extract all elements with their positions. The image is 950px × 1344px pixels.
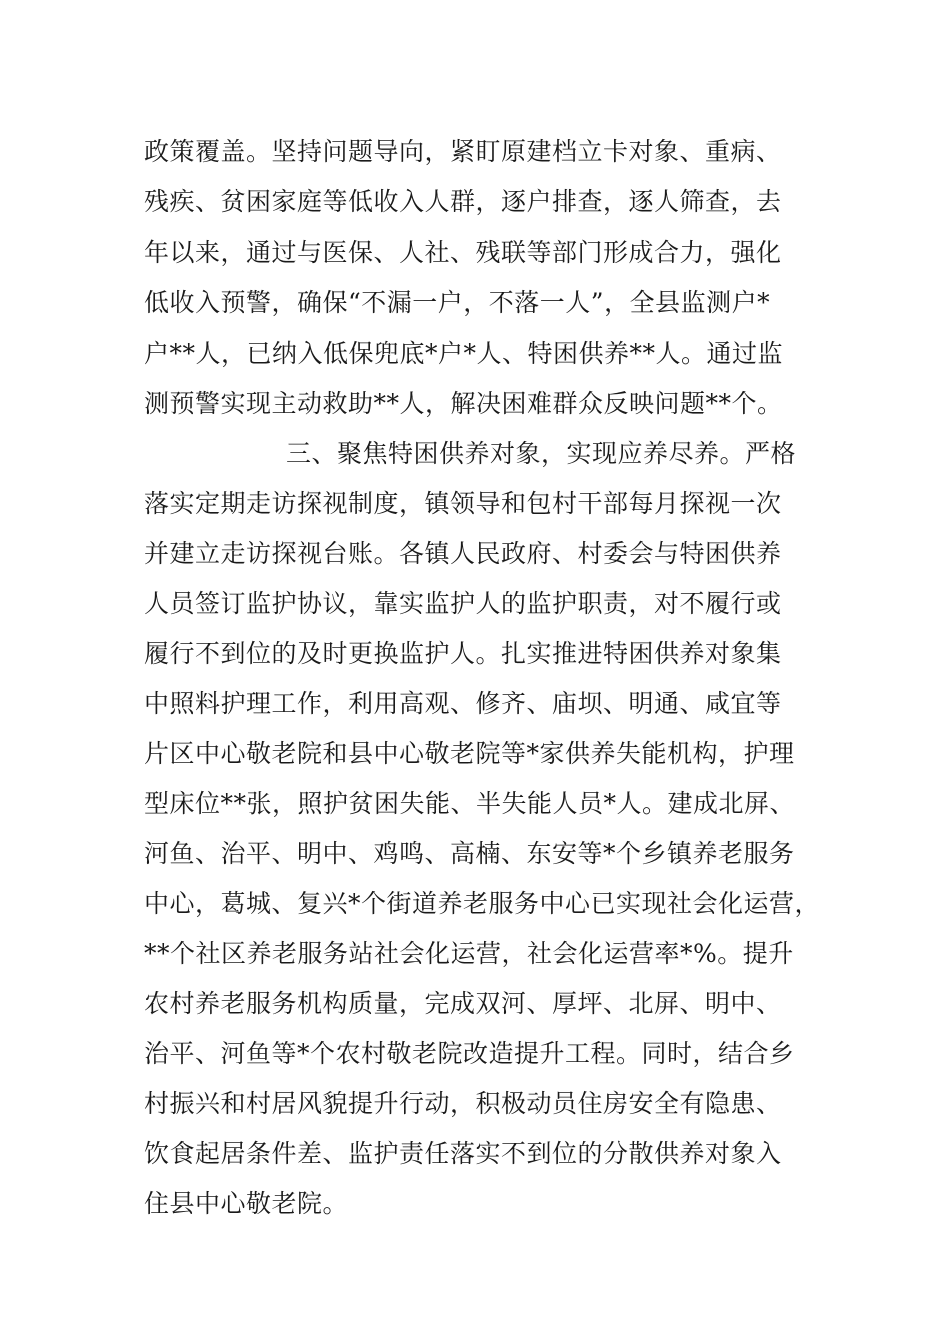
text-line: 村振兴和村居风貌提升行动，积极动员住房安全有隐患、	[144, 1089, 782, 1118]
text-line: 农村养老服务机构质量，完成双河、厚坪、北屏、明中、	[144, 989, 782, 1018]
text-line: 落实定期走访探视制度，镇领导和包村干部每月探视一次	[144, 489, 782, 518]
text-line: 中心，葛城、复兴*个街道养老服务中心已实现社会化运营，	[144, 889, 821, 918]
text-line: 并建立走访探视台账。各镇人民政府、村委会与特困供养	[144, 539, 782, 568]
text-line: 测预警实现主动救助**人，解决困难群众反映问题**个。	[144, 389, 783, 418]
text-line: 型床位**张，照护贫困失能、半失能人员*人。建成北屏、	[144, 789, 796, 818]
text-line: 河鱼、治平、明中、鸡鸣、高楠、东安等*个乡镇养老服务	[144, 839, 795, 868]
text-line: 住县中心敬老院。	[144, 1189, 349, 1218]
text-line: 低收入预警，确保“不漏一户，不落一人”，全县监测户*	[144, 288, 771, 317]
section-heading-line: 三、聚焦特困供养对象，实现应养尽养。严格	[286, 439, 797, 468]
text-line: 治平、河鱼等*个农村敬老院改造提升工程。同时，结合乡	[144, 1039, 795, 1068]
text-line: 履行不到位的及时更换监护人。扎实推进特困供养对象集	[144, 639, 782, 668]
text-line: 中照料护理工作，利用高观、修齐、庙坝、明通、咸宜等	[144, 689, 782, 718]
text-line: 片区中心敬老院和县中心敬老院等*家供养失能机构，护理	[144, 739, 795, 768]
text-line: 饮食起居条件差、监护责任落实不到位的分散供养对象入	[144, 1139, 782, 1168]
text-line: 残疾、贫困家庭等低收入人群，逐户排查，逐人筛查，去	[144, 187, 782, 216]
text-line: 户**人，已纳入低保兜底*户*人、特困供养**人。通过监	[144, 339, 784, 368]
text-line: **个社区养老服务站社会化运营，社会化运营率*%。提升	[144, 939, 794, 968]
text-line: 人员签订监护协议，靠实监护人的监护职责，对不履行或	[144, 589, 782, 618]
text-line: 年以来，通过与医保、人社、残联等部门形成合力，强化	[144, 238, 782, 267]
text-line: 政策覆盖。坚持问题导向，紧盯原建档立卡对象、重病、	[144, 137, 782, 166]
